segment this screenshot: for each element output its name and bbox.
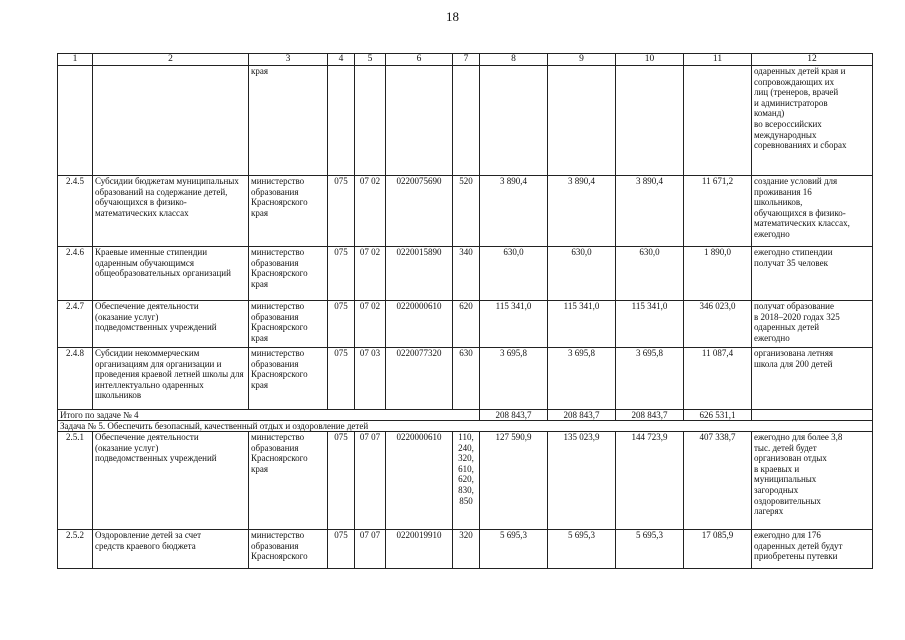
item-name: Субсидии некоммерческим организациям для организации и проведения краевой летней школы для интеллектуально одаренных школьников: [93, 348, 249, 410]
responsible-cell: министерство образования Красноярского края: [249, 247, 328, 301]
grbs-code: 075: [328, 348, 355, 410]
result-cell: одаренных детей края и сопровождающих их лиц (тренеров, врачей и администраторов команд) во всероссийских международных соревнованиях и сборах: [752, 66, 873, 176]
task-heading-row: [58, 421, 873, 432]
col-num: 6: [386, 54, 453, 66]
col-num: 7: [453, 54, 480, 66]
target-code: 0220000610: [386, 432, 453, 530]
col-num: 11: [684, 54, 752, 66]
total-2020: 208 843,7: [616, 410, 684, 421]
result-cell: организована летняя школа для 200 детей: [752, 348, 873, 410]
target-code: 0220075690: [386, 176, 453, 247]
item-number: 2.4.6: [58, 247, 93, 301]
expense-type: 620: [453, 301, 480, 348]
item-number: 2.4.5: [58, 176, 93, 247]
col-num: 4: [328, 54, 355, 66]
amount-2020: 3 890,4: [616, 176, 684, 247]
item-name: Краевые именные стипендии одаренным обучающимся общеобразовательных организаций: [93, 247, 249, 301]
item-number: 2.5.2: [58, 530, 93, 569]
amount-2018: 630,0: [480, 247, 548, 301]
amount-2019: 135 023,9: [548, 432, 616, 530]
grbs-code: 075: [328, 432, 355, 530]
col-num: 12: [752, 54, 873, 66]
column-number-row: [58, 54, 873, 66]
total-2018: 208 843,7: [480, 410, 548, 421]
total-row: [58, 410, 873, 421]
section-code: 07 07: [355, 530, 386, 569]
item-name: Оздоровление детей за счет средств краевого бюджета: [93, 530, 249, 569]
task-heading: Задача № 5. Обеспечить безопасный, качественный отдых и оздоровление детей: [58, 421, 873, 432]
table-row: [58, 348, 873, 410]
total-2019: 208 843,7: [548, 410, 616, 421]
section-code: 07 03: [355, 348, 386, 410]
item-name: Обеспечение деятельности (оказание услуг) подведомственных учреждений: [93, 432, 249, 530]
target-code: 0220000610: [386, 301, 453, 348]
item-name: Обеспечение деятельности (оказание услуг) подведомственных учреждений: [93, 301, 249, 348]
table-row: [58, 530, 873, 569]
amount-total: 17 085,9: [684, 530, 752, 569]
result-cell: создание условий для проживания 16 школьников, обучающихся в физико- математических классах, ежегодно: [752, 176, 873, 247]
col-num: 9: [548, 54, 616, 66]
amount-total: 11 671,2: [684, 176, 752, 247]
responsible-cell: министерство образования Красноярского края: [249, 301, 328, 348]
amount-2019: 115 341,0: [548, 301, 616, 348]
amount-2019: 630,0: [548, 247, 616, 301]
amount-total: 346 023,0: [684, 301, 752, 348]
target-code: 0220015890: [386, 247, 453, 301]
amount-2019: 5 695,3: [548, 530, 616, 569]
responsible-cell: министерство образования Красноярского края: [249, 348, 328, 410]
table-row: [58, 301, 873, 348]
table-row: [58, 432, 873, 530]
expense-type: 110, 240, 320, 610, 620, 830, 850: [453, 432, 480, 530]
table-row: [58, 66, 873, 176]
result-cell: ежегодно для более 3,8 тыс. детей будет организован отдых в краевых и муниципальных загородных оздоровительных лагерях: [752, 432, 873, 530]
amount-2018: 3 695,8: [480, 348, 548, 410]
grbs-code: 075: [328, 247, 355, 301]
responsible-cell: края: [249, 66, 328, 176]
amount-2020: 630,0: [616, 247, 684, 301]
amount-2020: 3 695,8: [616, 348, 684, 410]
table-row: [58, 176, 873, 247]
col-num: 3: [249, 54, 328, 66]
amount-total: 407 338,7: [684, 432, 752, 530]
amount-2020: 115 341,0: [616, 301, 684, 348]
table-row: [58, 247, 873, 301]
amount-2018: 5 695,3: [480, 530, 548, 569]
amount-2019: 3 890,4: [548, 176, 616, 247]
budget-table: [57, 53, 873, 569]
expense-type: 340: [453, 247, 480, 301]
amount-2018: 115 341,0: [480, 301, 548, 348]
amount-total: 11 087,4: [684, 348, 752, 410]
section-code: 07 02: [355, 247, 386, 301]
grbs-code: 075: [328, 301, 355, 348]
expense-type: 320: [453, 530, 480, 569]
result-cell: ежегодно для 176 одаренных детей будут приобретены путевки: [752, 530, 873, 569]
amount-total: 1 890,0: [684, 247, 752, 301]
item-number: 2.5.1: [58, 432, 93, 530]
grbs-code: 075: [328, 530, 355, 569]
col-num: 1: [58, 54, 93, 66]
responsible-cell: министерство образования Красноярского края: [249, 176, 328, 247]
col-num: 5: [355, 54, 386, 66]
item-name: Субсидии бюджетам муниципальных образований на содержание детей, обучающихся в физико-математических классах: [93, 176, 249, 247]
page-number: 18: [446, 9, 459, 24]
item-number: 2.4.7: [58, 301, 93, 348]
target-code: 0220077320: [386, 348, 453, 410]
amount-2020: 5 695,3: [616, 530, 684, 569]
section-code: 07 07: [355, 432, 386, 530]
section-code: 07 02: [355, 301, 386, 348]
col-num: 10: [616, 54, 684, 66]
responsible-cell: министерство образования Красноярского края: [249, 432, 328, 530]
item-number: 2.4.8: [58, 348, 93, 410]
total-sum: 626 531,1: [684, 410, 752, 421]
amount-2020: 144 723,9: [616, 432, 684, 530]
expense-type: 630: [453, 348, 480, 410]
total-label: Итого по задаче № 4: [58, 410, 480, 421]
result-cell: получат образование в 2018–2020 годах 325 одаренных детей ежегодно: [752, 301, 873, 348]
grbs-code: 075: [328, 176, 355, 247]
amount-2018: 3 890,4: [480, 176, 548, 247]
result-cell: ежегодно стипендии получат 35 человек: [752, 247, 873, 301]
expense-type: 520: [453, 176, 480, 247]
amount-2019: 3 695,8: [548, 348, 616, 410]
amount-2018: 127 590,9: [480, 432, 548, 530]
responsible-cell: министерство образования Красноярского: [249, 530, 328, 569]
col-num: 8: [480, 54, 548, 66]
target-code: 0220019910: [386, 530, 453, 569]
section-code: 07 02: [355, 176, 386, 247]
col-num: 2: [93, 54, 249, 66]
